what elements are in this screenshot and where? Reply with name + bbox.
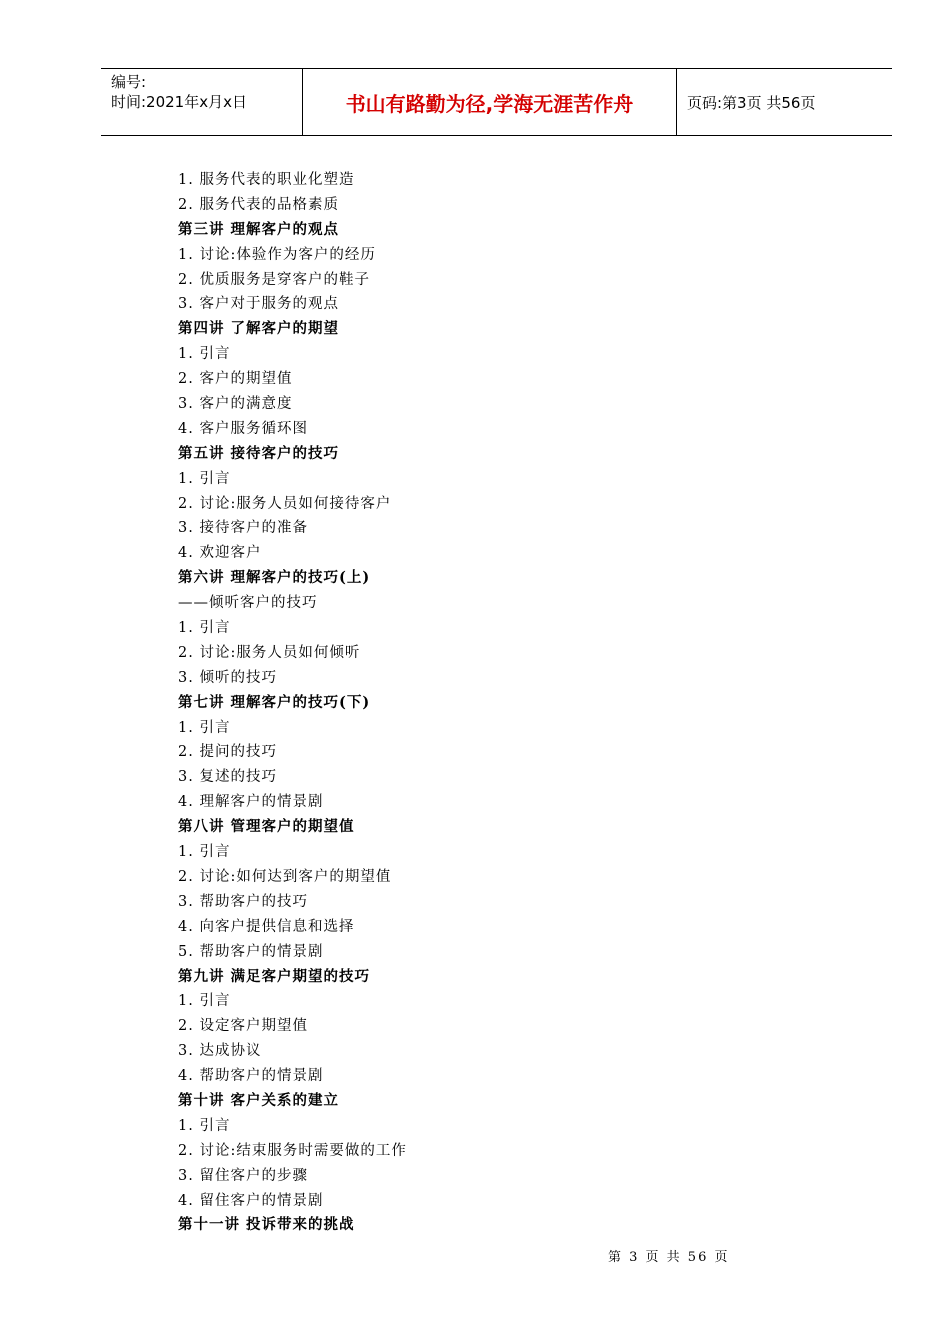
list-item: 2. 讨论:结束服务时需要做的工作 — [178, 1142, 407, 1159]
list-item: 4. 留住客户的情景剧 — [178, 1192, 324, 1209]
list-item: 4. 帮助客户的情景剧 — [178, 1068, 324, 1085]
number-label: 编号: — [111, 73, 147, 91]
list-item: 5. 帮助客户的情景剧 — [178, 943, 324, 960]
list-item: 4. 向客户提供信息和选择 — [178, 918, 355, 935]
list-item: 1. 引言 — [178, 620, 231, 637]
list-item: 2. 讨论:如何达到客户的期望值 — [178, 868, 392, 885]
chapter-heading: 第四讲 了解客户的期望 — [178, 320, 340, 338]
chapter-heading: 第九讲 满足客户期望的技巧 — [178, 967, 371, 985]
time-label: 时间:2021年x月x日 — [111, 93, 247, 111]
list-item: 4. 客户服务循环图 — [178, 420, 308, 437]
list-item: 3. 复述的技巧 — [178, 769, 277, 786]
chapter-heading: 第三讲 理解客户的观点 — [178, 220, 340, 238]
chapter-heading: 第十一讲 投诉带来的挑战 — [178, 1216, 355, 1234]
list-item: 4. 欢迎客户 — [178, 545, 262, 562]
list-item: 4. 理解客户的情景剧 — [178, 794, 324, 811]
list-item: 2. 讨论:服务人员如何倾听 — [178, 644, 361, 661]
list-item: 3. 倾听的技巧 — [178, 669, 277, 686]
list-item: 3. 客户的满意度 — [178, 396, 293, 413]
chapter-heading: 第十讲 客户关系的建立 — [178, 1091, 340, 1109]
header-meta — [101, 69, 303, 135]
list-item: 2. 讨论:服务人员如何接待客户 — [178, 495, 392, 512]
list-item: 2. 提问的技巧 — [178, 744, 277, 761]
chapter-heading: 第六讲 理解客户的技巧(上) — [178, 569, 371, 587]
list-item: 3. 客户对于服务的观点 — [178, 296, 339, 313]
list-item: 2. 优质服务是穿客户的鞋子 — [178, 271, 370, 288]
chapter-heading: 第八讲 管理客户的期望值 — [178, 818, 355, 836]
list-item: 1. 服务代表的职业化塑造 — [178, 172, 355, 188]
list-item: 1. 讨论:体验作为客户的经历 — [178, 246, 376, 263]
list-item: 1. 引言 — [178, 844, 231, 861]
list-item: 3. 接待客户的准备 — [178, 520, 308, 537]
list-item: 3. 帮助客户的技巧 — [178, 893, 308, 910]
list-item: 1. 引言 — [178, 470, 231, 487]
header-page-label: 页码:第3页 共56页 — [687, 93, 816, 112]
list-item: 1. 引言 — [178, 993, 231, 1010]
list-item: 1. 引言 — [178, 1117, 231, 1134]
page-header — [101, 68, 892, 136]
footer-page-info: 第 3 页 共 56 页 — [608, 1250, 730, 1265]
header-motto: 书山有路勤为径,学海无涯苦作舟 — [303, 69, 677, 135]
chapter-heading: 第五讲 接待客户的技巧 — [178, 444, 340, 462]
list-item: 1. 引言 — [178, 719, 231, 736]
list-item: 3. 达成协议 — [178, 1043, 262, 1060]
list-item: 1. 引言 — [178, 346, 231, 363]
list-item: 2. 服务代表的品格素质 — [178, 196, 339, 213]
list-item: 3. 留住客户的步骤 — [178, 1167, 308, 1184]
document-body — [178, 168, 798, 1238]
list-item: ——倾听客户的技巧 — [178, 595, 318, 612]
list-item: 2. 客户的期望值 — [178, 371, 293, 388]
list-item: 2. 设定客户期望值 — [178, 1018, 308, 1035]
chapter-heading: 第七讲 理解客户的技巧(下) — [178, 693, 371, 711]
